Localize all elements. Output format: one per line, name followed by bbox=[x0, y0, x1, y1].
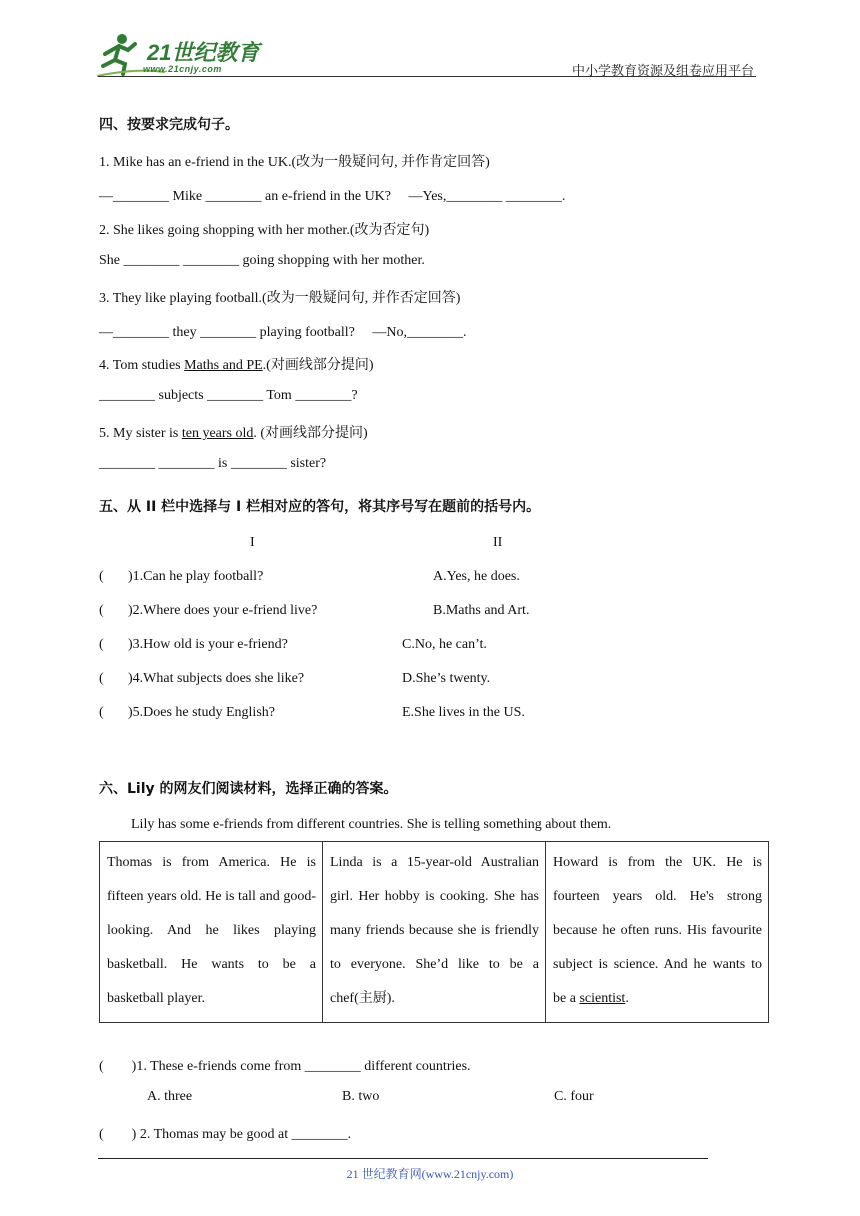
s4-underlined: ten years old bbox=[181, 426, 254, 441]
header-divider bbox=[98, 76, 756, 77]
s4-line: She ________ ________ going shopping with her mother. bbox=[99, 253, 425, 268]
answer-bracket[interactable]: ( bbox=[99, 705, 104, 720]
s4-line: ________ ________ is ________ sister? bbox=[99, 456, 327, 471]
section5-title: 五、从 II 栏中选择与 I 栏相对应的答句，将其序号写在题前的括号内。 bbox=[99, 499, 541, 515]
match-answer: E.She lives in the US. bbox=[402, 705, 525, 720]
answer-bracket[interactable]: ( bbox=[99, 637, 104, 652]
header-platform-name: 中小学教育资源及组卷应用平台 bbox=[572, 63, 755, 78]
s4-text: . (对画线部分提问) bbox=[253, 426, 368, 441]
s4-line: 2. She likes going shopping with her mother.(改为否定句) bbox=[99, 223, 430, 238]
passage-howard bbox=[546, 842, 769, 1023]
s4-text: 4. Tom studies bbox=[99, 358, 185, 373]
answer-bracket[interactable]: ( bbox=[99, 569, 104, 584]
s4-line bbox=[99, 422, 368, 442]
s4-line: ________ subjects ________ Tom ________? bbox=[99, 388, 358, 403]
match-answer: B.Maths and Art. bbox=[433, 603, 530, 618]
mc-option[interactable]: C. four bbox=[554, 1089, 594, 1104]
mc-question-1: ( )1. These e-friends come from ________ different countries. bbox=[99, 1059, 471, 1074]
reading-table bbox=[99, 841, 769, 1023]
passage-text: Howard is from the UK. He is fourteen years old. He's strong because he often runs. His favourite subject is science. And he wants to be a bbox=[553, 855, 762, 1006]
s4-text: .(对画线部分提问) bbox=[262, 358, 374, 373]
passage-underlined: scientist bbox=[579, 991, 626, 1006]
section6-title: 六、Lily 的网友们阅读材料，选择正确的答案。 bbox=[99, 781, 398, 797]
section4-title: 四、按要求完成句子。 bbox=[99, 117, 239, 133]
answer-bracket[interactable]: ( bbox=[99, 671, 104, 686]
s4-line: 3. They like playing football.(改为一般疑问句, 并作否定回答) bbox=[99, 291, 461, 306]
mc-option[interactable]: B. two bbox=[342, 1089, 380, 1104]
mc-option[interactable]: A. three bbox=[147, 1089, 193, 1104]
footer-text: 21 世纪教育网(www.21cnjy.com) bbox=[346, 1167, 514, 1181]
reading-intro: Lily has some e-friends from different countries. She is telling something about them. bbox=[131, 817, 612, 832]
col-II-header: II bbox=[493, 535, 503, 550]
s4-text: 5. My sister is bbox=[99, 426, 182, 441]
s4-line bbox=[99, 354, 374, 374]
footer-divider bbox=[98, 1158, 708, 1159]
match-question: )4.What subjects does she like? bbox=[128, 671, 305, 686]
match-answer: A.Yes, he does. bbox=[433, 569, 520, 584]
s4-line: 1. Mike has an e-friend in the UK.(改为一般疑问句, 并作肯定回答) bbox=[99, 155, 490, 170]
logo-text: 21世纪教育 bbox=[147, 40, 260, 65]
passage-linda: Linda is a 15-year-old Australian girl. Her hobby is cooking. She has many friends because she is friendly to everyone. She’d like to be a chef(主厨). bbox=[323, 842, 546, 1023]
match-question: )3.How old is your e-friend? bbox=[128, 637, 288, 652]
s4-underlined: Maths and PE bbox=[184, 358, 263, 373]
s4-line: —________ they ________ playing football? —No,________. bbox=[99, 325, 467, 340]
match-question: )1.Can he play football? bbox=[128, 569, 264, 584]
s4-line: —________ Mike ________ an e-friend in the UK? —Yes,________ ________. bbox=[99, 189, 566, 204]
match-question: )5.Does he study English? bbox=[128, 705, 275, 720]
passage-thomas: Thomas is from America. He is fifteen years old. He is tall and good-looking. And he likes playing basketball. He wants to be a basketball player. bbox=[100, 842, 323, 1023]
col-I-header: I bbox=[250, 535, 255, 550]
mc-question-2: ( ) 2. Thomas may be good at ________. bbox=[99, 1127, 352, 1142]
match-question: )2.Where does your e-friend live? bbox=[128, 603, 318, 618]
match-answer: D.She’s twenty. bbox=[402, 671, 491, 686]
logo-url: www.21cnjy.com bbox=[143, 64, 222, 74]
passage-text: . bbox=[625, 991, 629, 1006]
answer-bracket[interactable]: ( bbox=[99, 603, 104, 618]
match-answer: C.No, he can’t. bbox=[402, 637, 487, 652]
